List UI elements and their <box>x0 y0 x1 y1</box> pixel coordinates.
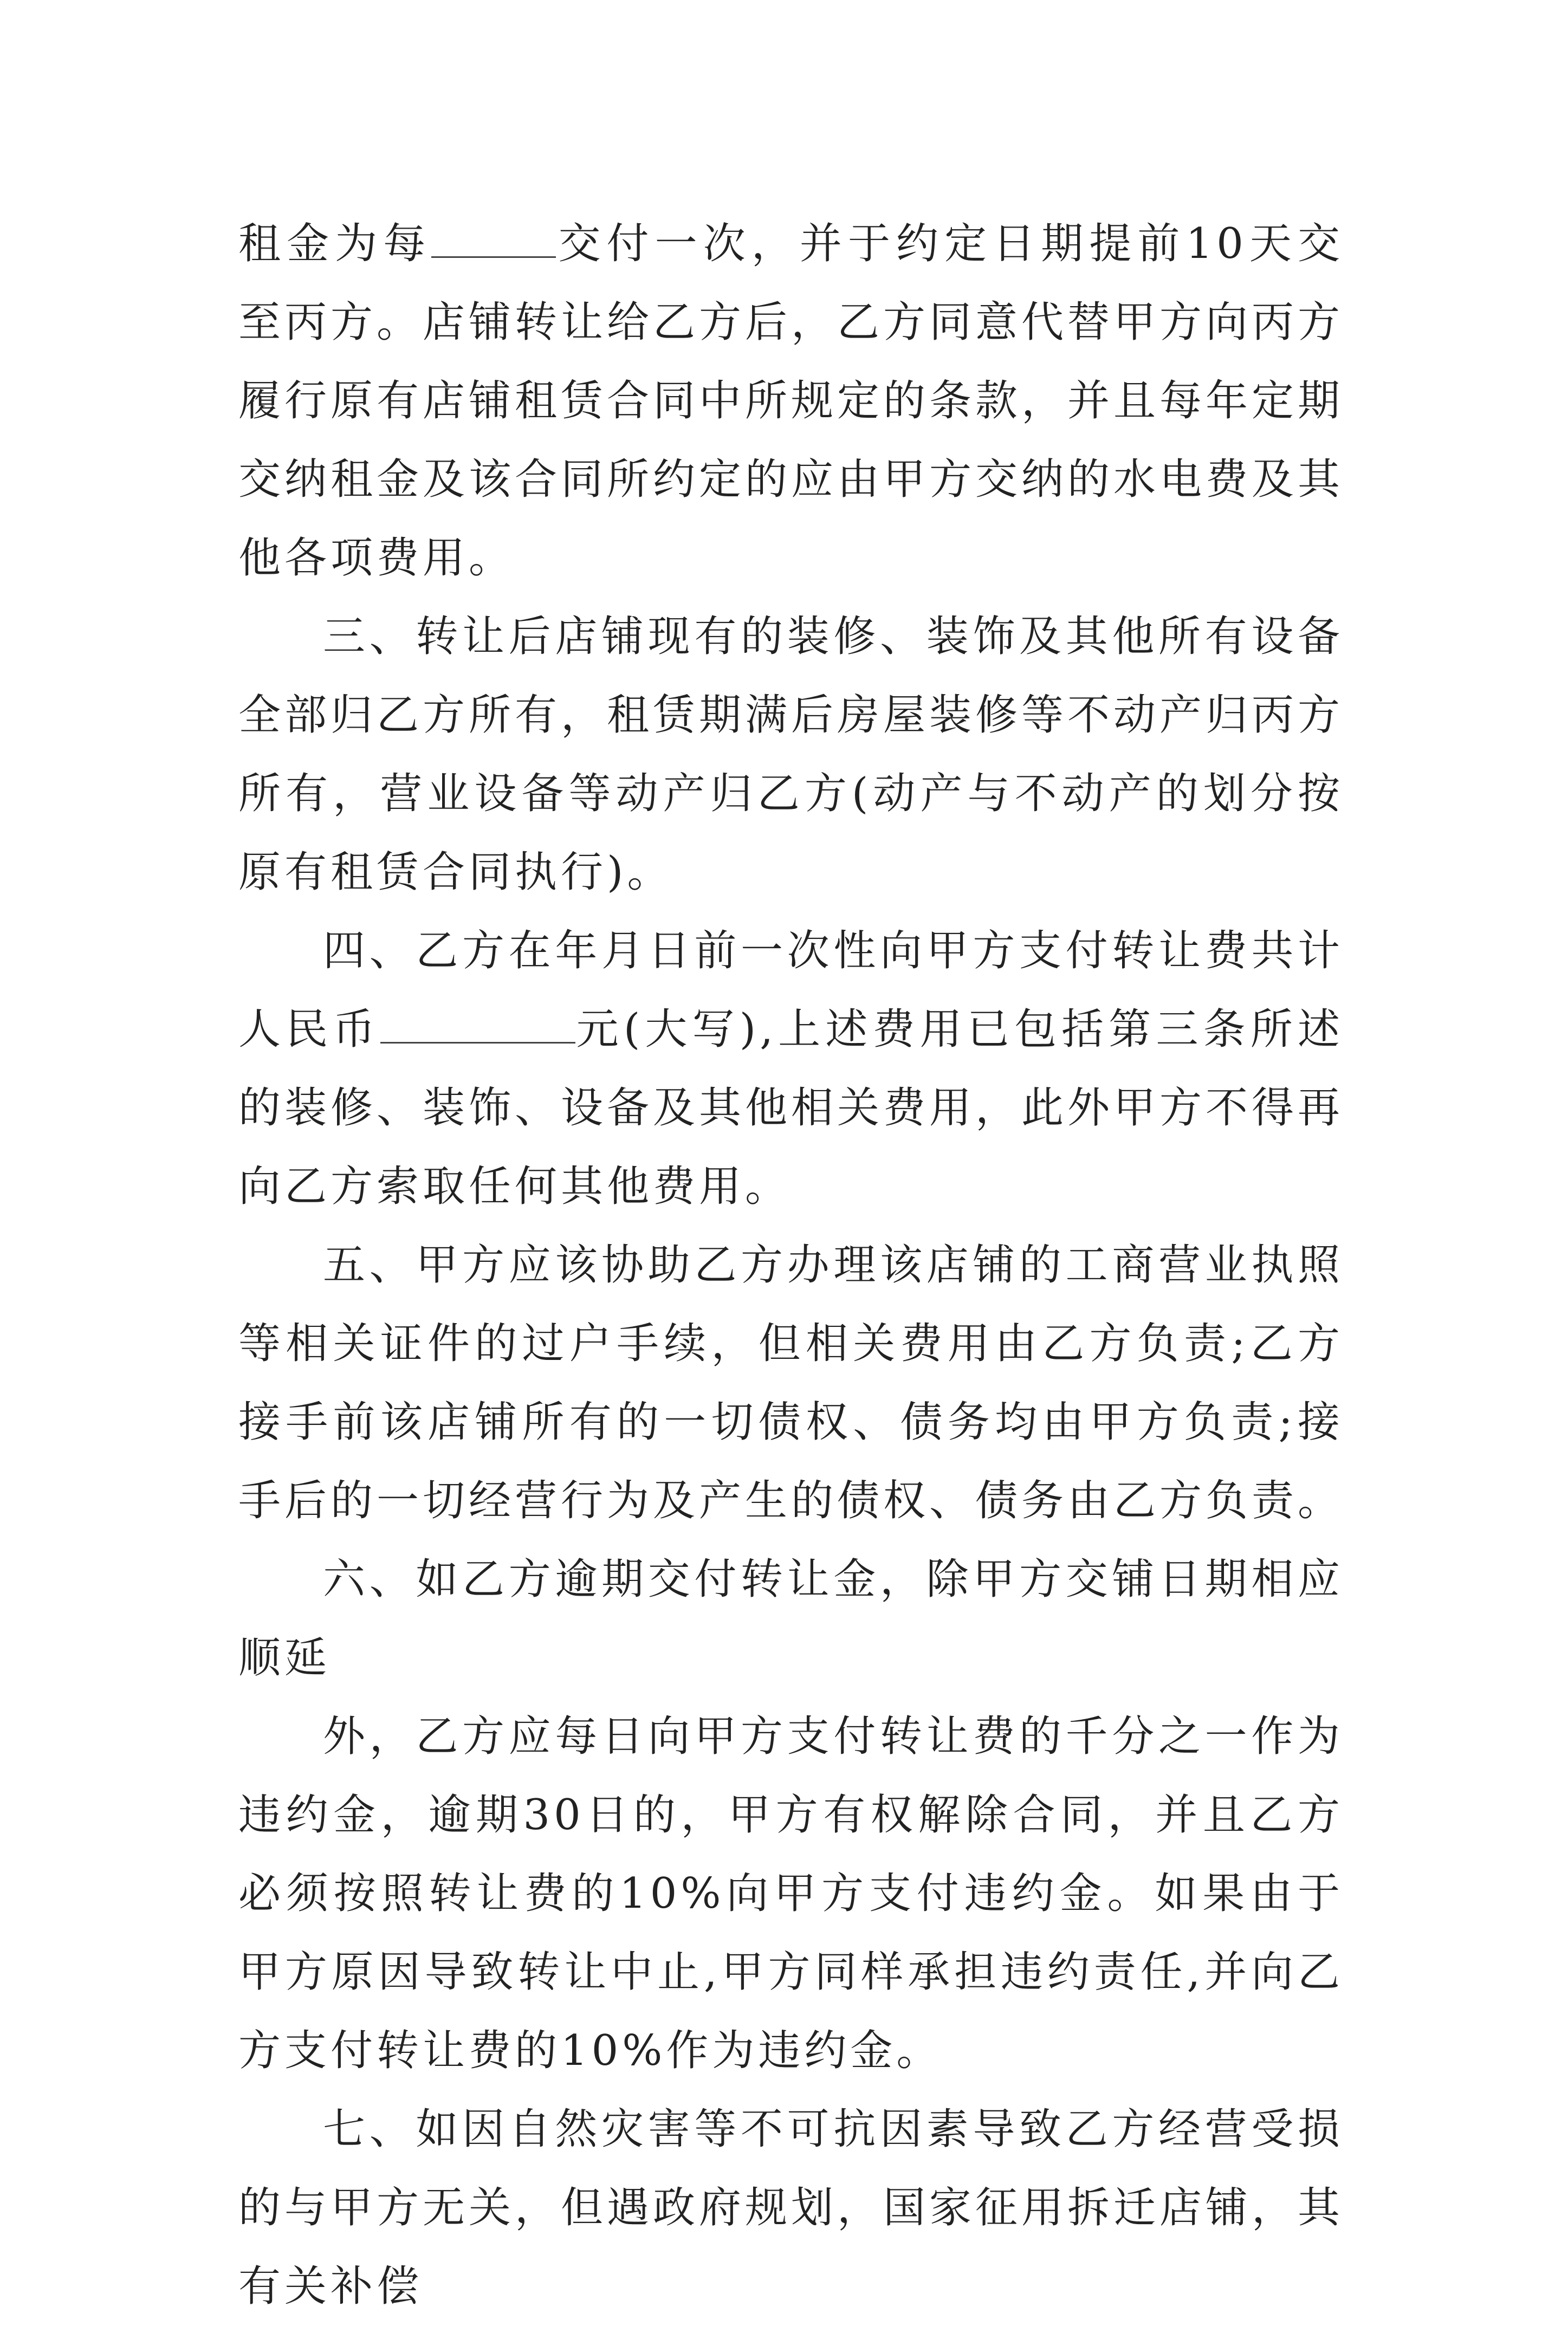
paragraph-clause-5: 五、甲方应该协助乙方办理该店铺的工商营业执照等相关证件的过户手续，但相关费用由乙方负责;乙方接手前该店铺所有的一切债权、债务均由甲方负责;接手后的一切经营行为及产生的债权、债务由乙方负责。 <box>238 1241 1344 1525</box>
paragraph-clause-6: 六、如乙方逾期交付转让金，除甲方交铺日期相应顺延 <box>238 1555 1344 1682</box>
rent-text-before: 租金为每 <box>238 219 432 268</box>
contract-body <box>238 205 1344 2326</box>
paragraph-rent-payment <box>238 205 1344 598</box>
clause-4-text-after: 元(大写),上述费用已包括第三条所述的装修、装饰、设备及其他相关费用，此外甲方不得再向乙方索取任何其他费用。 <box>238 1005 1344 1211</box>
rent-text-after: 交付一次，并于约定日期提前10天交至丙方。店铺转让给乙方后，乙方同意代替甲方向丙方履行原有店铺租赁合同中所规定的条款，并且每年定期交纳租金及该合同所约定的应由甲方交纳的水电费及其他各项费用。 <box>238 219 1344 582</box>
paragraph-clause-4 <box>238 912 1344 1226</box>
paragraph-clause-3: 三、转让后店铺现有的装修、装饰及其他所有设备全部归乙方所有，租赁期满后房屋装修等不动产归丙方所有，营业设备等动产归乙方(动产与不动产的划分按原有租赁合同执行)。 <box>238 612 1344 897</box>
paragraph-clause-7: 七、如因自然灾害等不可抗因素导致乙方经营受损的与甲方无关，但遇政府规划，国家征用拆迁店铺，其有关补偿 <box>238 2105 1344 2311</box>
amount-blank <box>380 1008 575 1044</box>
rent-period-blank <box>431 223 556 258</box>
clause-4-text-before: 四、乙方在年月日前一次性向甲方支付转让费共计人民币 <box>238 926 1344 1054</box>
paragraph-clause-6-continued: 外，乙方应每日向甲方支付转让费的千分之一作为违约金，逾期30日的，甲方有权解除合同，并且乙方必须按照转让费的10%向甲方支付违约金。如果由于甲方原因导致转让中止,甲方同样承担违约责任,并向乙方支付转让费的10%作为违约金。 <box>238 1712 1344 2075</box>
